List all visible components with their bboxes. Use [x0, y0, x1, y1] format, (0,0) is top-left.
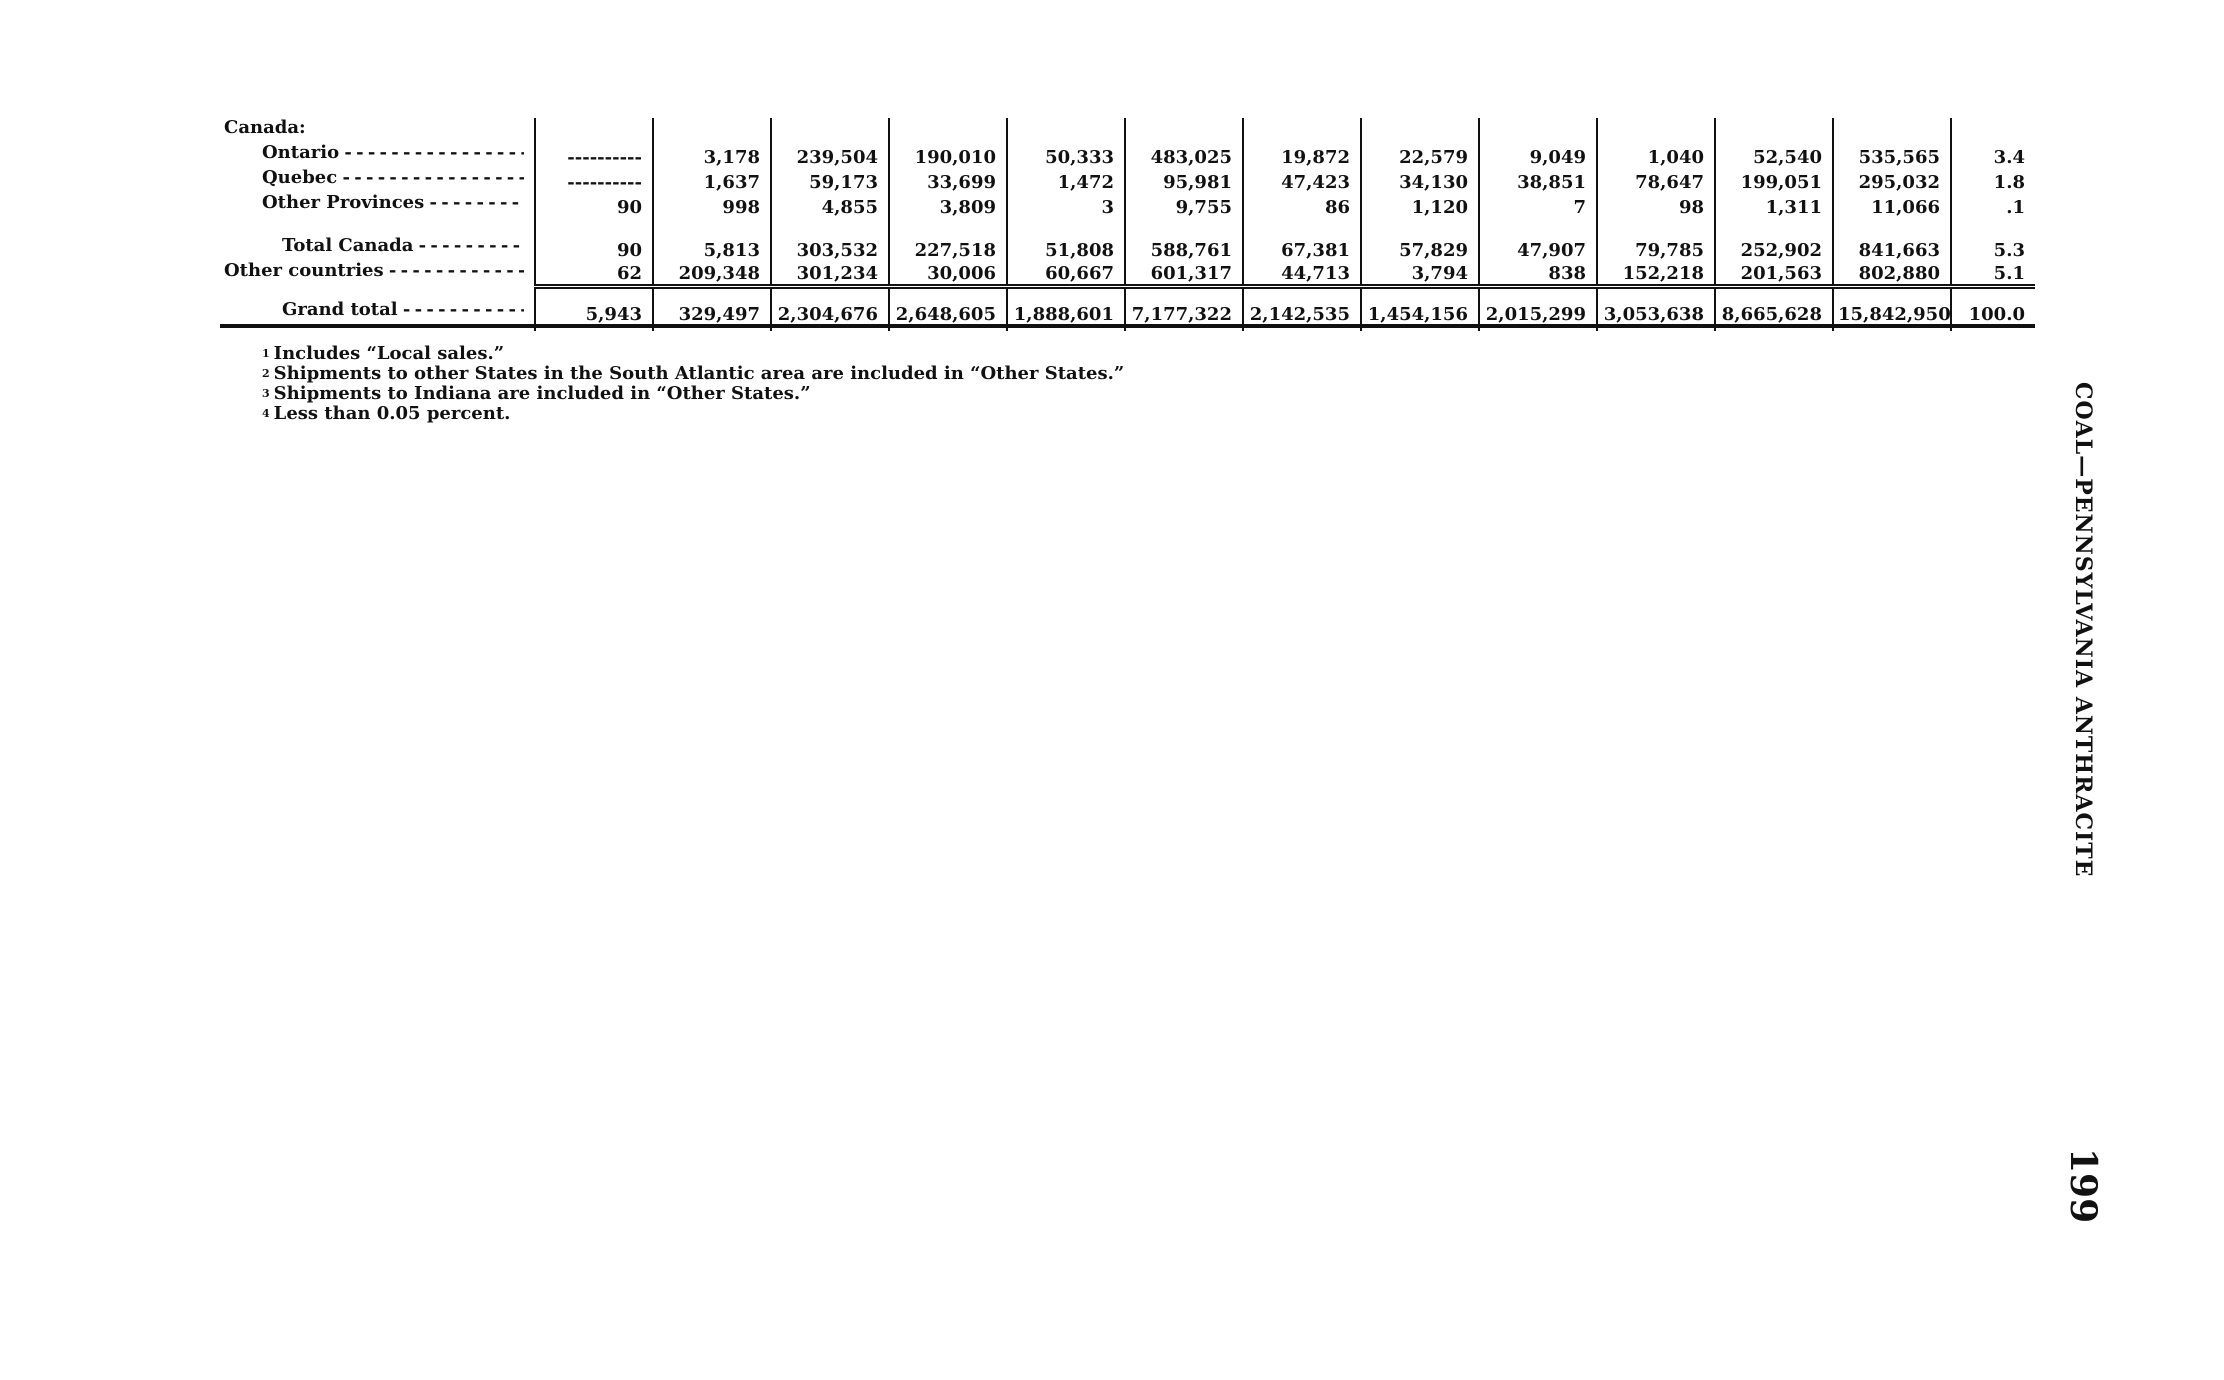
row-label-text: Quebec - - -	[262, 168, 524, 188]
footnote	[262, 344, 1124, 364]
row-label	[220, 193, 535, 218]
table-cell: 3,053,638	[1597, 286, 1715, 331]
table-cell: 209,348	[653, 261, 771, 286]
table-cell: 90	[535, 193, 653, 218]
footnote-text: Less than 0.05 percent.	[273, 403, 511, 424]
footnote-mark: 4	[262, 407, 270, 420]
table-cell: 79,785	[1597, 230, 1715, 261]
row-label-text: Ontario - - -	[262, 143, 524, 163]
table-cell: 227,518	[889, 230, 1007, 261]
table-cell: 1,120	[1361, 193, 1479, 218]
table-cell: ----------	[535, 168, 653, 193]
table-cell: 2,648,605	[889, 286, 1007, 331]
table-cell	[1833, 118, 1951, 143]
table-cell: 841,663	[1833, 230, 1951, 261]
table-cell	[1479, 118, 1597, 143]
table-cell: 22,579	[1361, 143, 1479, 168]
table-cell: 7,177,322	[1125, 286, 1243, 331]
table-cell: 201,563	[1715, 261, 1833, 286]
table-bottom-rule	[220, 324, 2035, 328]
table-cell: 67,381	[1243, 230, 1361, 261]
table-cell: 588,761	[1125, 230, 1243, 261]
table-cell: .1	[1951, 193, 2035, 218]
table-cell: 2,142,535	[1243, 286, 1361, 331]
table-cell: 47,907	[1479, 230, 1597, 261]
table-body	[220, 118, 2035, 331]
table-cell: 3	[1007, 193, 1125, 218]
table-cell	[1361, 118, 1479, 143]
table-cell: 52,540	[1715, 143, 1833, 168]
table-cell: 78,647	[1597, 168, 1715, 193]
table-cell: 9,755	[1125, 193, 1243, 218]
table-cell: 51,808	[1007, 230, 1125, 261]
table-cell: 11,066	[1833, 193, 1951, 218]
table-cell: 601,317	[1125, 261, 1243, 286]
table-row-ontario	[220, 143, 2035, 168]
table-cell: 3,794	[1361, 261, 1479, 286]
table-cell: 2,304,676	[771, 286, 889, 331]
table-cell: 5,943	[535, 286, 653, 331]
table-cell: 34,130	[1361, 168, 1479, 193]
table-cell: 998	[653, 193, 771, 218]
table-cell	[1007, 118, 1125, 143]
table-cell	[771, 118, 889, 143]
table-cell: 2,015,299	[1479, 286, 1597, 331]
spacer-row	[220, 218, 2035, 230]
table-cell: 33,699	[889, 168, 1007, 193]
table-cell	[1243, 118, 1361, 143]
footnotes	[262, 344, 1124, 424]
table-cell: 30,006	[889, 261, 1007, 286]
footnote	[262, 364, 1124, 384]
row-label-text: Other Provinces - - -	[262, 193, 524, 213]
table-cell: 5.3	[1951, 230, 2035, 261]
table-cell: 1,454,156	[1361, 286, 1479, 331]
row-label	[220, 143, 535, 168]
table-cell: 303,532	[771, 230, 889, 261]
table-cell: 1,311	[1715, 193, 1833, 218]
table-cell: 1,888,601	[1007, 286, 1125, 331]
footnote	[262, 404, 1124, 424]
table-cell: 4,855	[771, 193, 889, 218]
table-cell: 301,234	[771, 261, 889, 286]
running-head: COAL—PENNSYLVANIA ANTHRACITE	[2070, 382, 2096, 878]
row-label	[220, 230, 535, 261]
footnote	[262, 384, 1124, 404]
table-cell: 98	[1597, 193, 1715, 218]
table-cell: 1,637	[653, 168, 771, 193]
table-cell: 483,025	[1125, 143, 1243, 168]
table-cell: 239,504	[771, 143, 889, 168]
table-row-other-countries	[220, 261, 2035, 286]
table-cell: 252,902	[1715, 230, 1833, 261]
table-cell: 5.1	[1951, 261, 2035, 286]
table-cell: 47,423	[1243, 168, 1361, 193]
table-cell: 90	[535, 230, 653, 261]
table-cell: 295,032	[1833, 168, 1951, 193]
table-cell: 838	[1479, 261, 1597, 286]
table-cell: 190,010	[889, 143, 1007, 168]
table-cell	[653, 118, 771, 143]
table-cell: 38,851	[1479, 168, 1597, 193]
table-cell	[1715, 118, 1833, 143]
table-cell: 7	[1479, 193, 1597, 218]
table-cell: 3,809	[889, 193, 1007, 218]
table-cell: 100.0	[1951, 286, 2035, 331]
table-cell: 3,178	[653, 143, 771, 168]
table-cell: 152,218	[1597, 261, 1715, 286]
table-cell: 1,472	[1007, 168, 1125, 193]
row-label-text: Grand total - - -	[282, 300, 524, 320]
table-cell: 3.4	[1951, 143, 2035, 168]
row-label-text: Other countries - - -	[224, 261, 524, 281]
table-cell: 95,981	[1125, 168, 1243, 193]
table-cell: 8,665,628	[1715, 286, 1833, 331]
table-cell: 50,333	[1007, 143, 1125, 168]
footnote-mark: 1	[262, 347, 270, 360]
row-label	[220, 118, 535, 143]
table-cell: 802,880	[1833, 261, 1951, 286]
row-label-text: Total Canada - - -	[282, 236, 524, 256]
row-label	[220, 261, 535, 286]
row-label-text: Canada:	[224, 118, 306, 138]
table-cell	[889, 118, 1007, 143]
page-number: 199	[2062, 1148, 2104, 1224]
table-cell: 1,040	[1597, 143, 1715, 168]
table-cell: 1.8	[1951, 168, 2035, 193]
footnote-text: Shipments to Indiana are included in “Other States.”	[273, 383, 811, 404]
table-cell: 59,173	[771, 168, 889, 193]
table-row-quebec	[220, 168, 2035, 193]
table-cell	[1597, 118, 1715, 143]
footnote-mark: 3	[262, 387, 270, 400]
table-cell: 15,842,950	[1833, 286, 1951, 331]
footnote-text: Includes “Local sales.”	[273, 343, 505, 364]
table-cell: 329,497	[653, 286, 771, 331]
table-cell	[535, 118, 653, 143]
table-cell	[1125, 118, 1243, 143]
table-cell: 5,813	[653, 230, 771, 261]
distribution-table	[220, 118, 2035, 331]
table-cell: 19,872	[1243, 143, 1361, 168]
table-cell: 60,667	[1007, 261, 1125, 286]
table-cell: 535,565	[1833, 143, 1951, 168]
footnote-mark: 2	[262, 367, 270, 380]
table-row-total-canada	[220, 230, 2035, 261]
table-row-other-provinces	[220, 193, 2035, 218]
table-cell: 86	[1243, 193, 1361, 218]
table-cell: 44,713	[1243, 261, 1361, 286]
table-row-canada-heading	[220, 118, 2035, 143]
row-label	[220, 168, 535, 193]
table-cell: 57,829	[1361, 230, 1479, 261]
table-cell: ----------	[535, 143, 653, 168]
table-cell	[1951, 118, 2035, 143]
footnote-text: Shipments to other States in the South Atlantic area are included in “Other States.”	[273, 363, 1125, 384]
table-cell: 199,051	[1715, 168, 1833, 193]
table-cell: 9,049	[1479, 143, 1597, 168]
table-cell: 62	[535, 261, 653, 286]
